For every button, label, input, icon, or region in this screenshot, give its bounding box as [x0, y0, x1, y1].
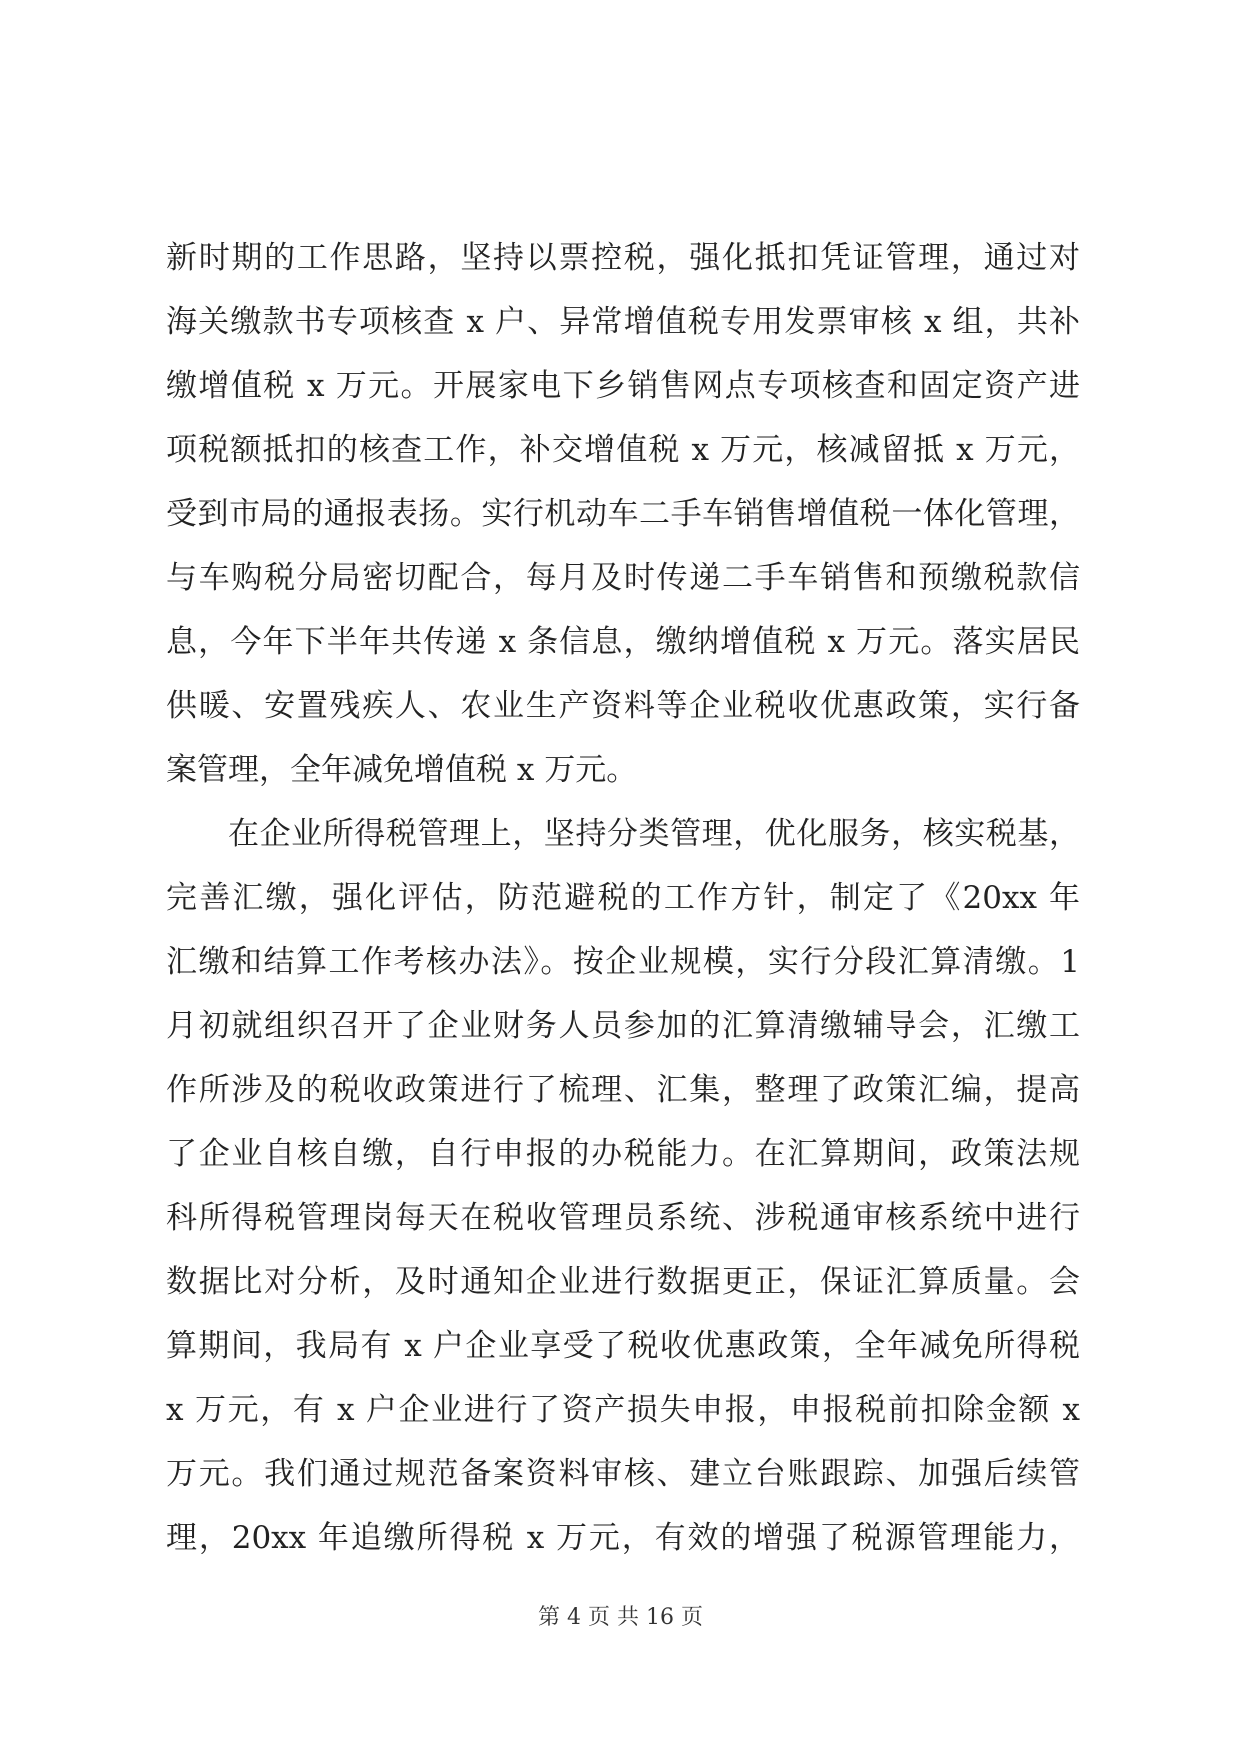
text-line: 月初就组织召开了企业财务人员参加的汇算清缴辅导会，汇缴工: [166, 1008, 1080, 1044]
page-number-footer: 第 4 页 共 16 页: [538, 1605, 703, 1630]
text-line: 案管理，全年减免增值税 x 万元。: [166, 752, 638, 788]
text-line: 数据比对分析，及时通知企业进行数据更正，保证汇算质量。会: [166, 1264, 1080, 1300]
text-line: 科所得税管理岗每天在税收管理员系统、涉税通审核系统中进行: [166, 1200, 1080, 1236]
text-line: 算期间，我局有 x 户企业享受了税收优惠政策，全年减免所得税: [166, 1328, 1080, 1364]
text-line: 新时期的工作思路，坚持以票控税，强化抵扣凭证管理，通过对: [166, 240, 1080, 276]
paragraph-1: [166, 226, 1080, 802]
text-line: 与车购税分局密切配合，每月及时传递二手车销售和预缴税款信: [166, 560, 1080, 596]
body-text: [166, 226, 1080, 1570]
paragraph-2: [166, 802, 1080, 1570]
text-line: 息，今年下半年共传递 x 条信息，缴纳增值税 x 万元。落实居民: [166, 624, 1080, 660]
text-line: 汇缴和结算工作考核办法》。按企业规模，实行分段汇算清缴。1: [166, 944, 1080, 980]
text-line: 供暖、安置残疾人、农业生产资料等企业税收优惠政策，实行备: [166, 688, 1080, 724]
text-line: 理，20xx 年追缴所得税 x 万元，有效的增强了税源管理能力，: [166, 1520, 1080, 1556]
text-line: 万元。我们通过规范备案资料审核、建立台账跟踪、加强后续管: [166, 1456, 1080, 1492]
text-line: 了企业自核自缴，自行申报的办税能力。在汇算期间，政策法规: [166, 1136, 1080, 1172]
text-line: 作所涉及的税收政策进行了梳理、汇集，整理了政策汇编，提高: [166, 1072, 1080, 1108]
text-line: 在企业所得税管理上，坚持分类管理，优化服务，核实税基，: [228, 816, 1080, 852]
text-line: 项税额抵扣的核查工作，补交增值税 x 万元，核减留抵 x 万元，: [166, 432, 1080, 468]
text-line: 缴增值税 x 万元。开展家电下乡销售网点专项核查和固定资产进: [166, 368, 1080, 404]
text-line: 受到市局的通报表扬。实行机动车二手车销售增值税一体化管理，: [166, 496, 1080, 532]
text-line: 海关缴款书专项核查 x 户、异常增值税专用发票审核 x 组，共补: [166, 304, 1080, 340]
text-line: 完善汇缴，强化评估，防范避税的工作方针，制定了《20xx 年: [166, 880, 1080, 916]
text-line: x 万元，有 x 户企业进行了资产损失申报，申报税前扣除金额 x: [166, 1392, 1080, 1428]
